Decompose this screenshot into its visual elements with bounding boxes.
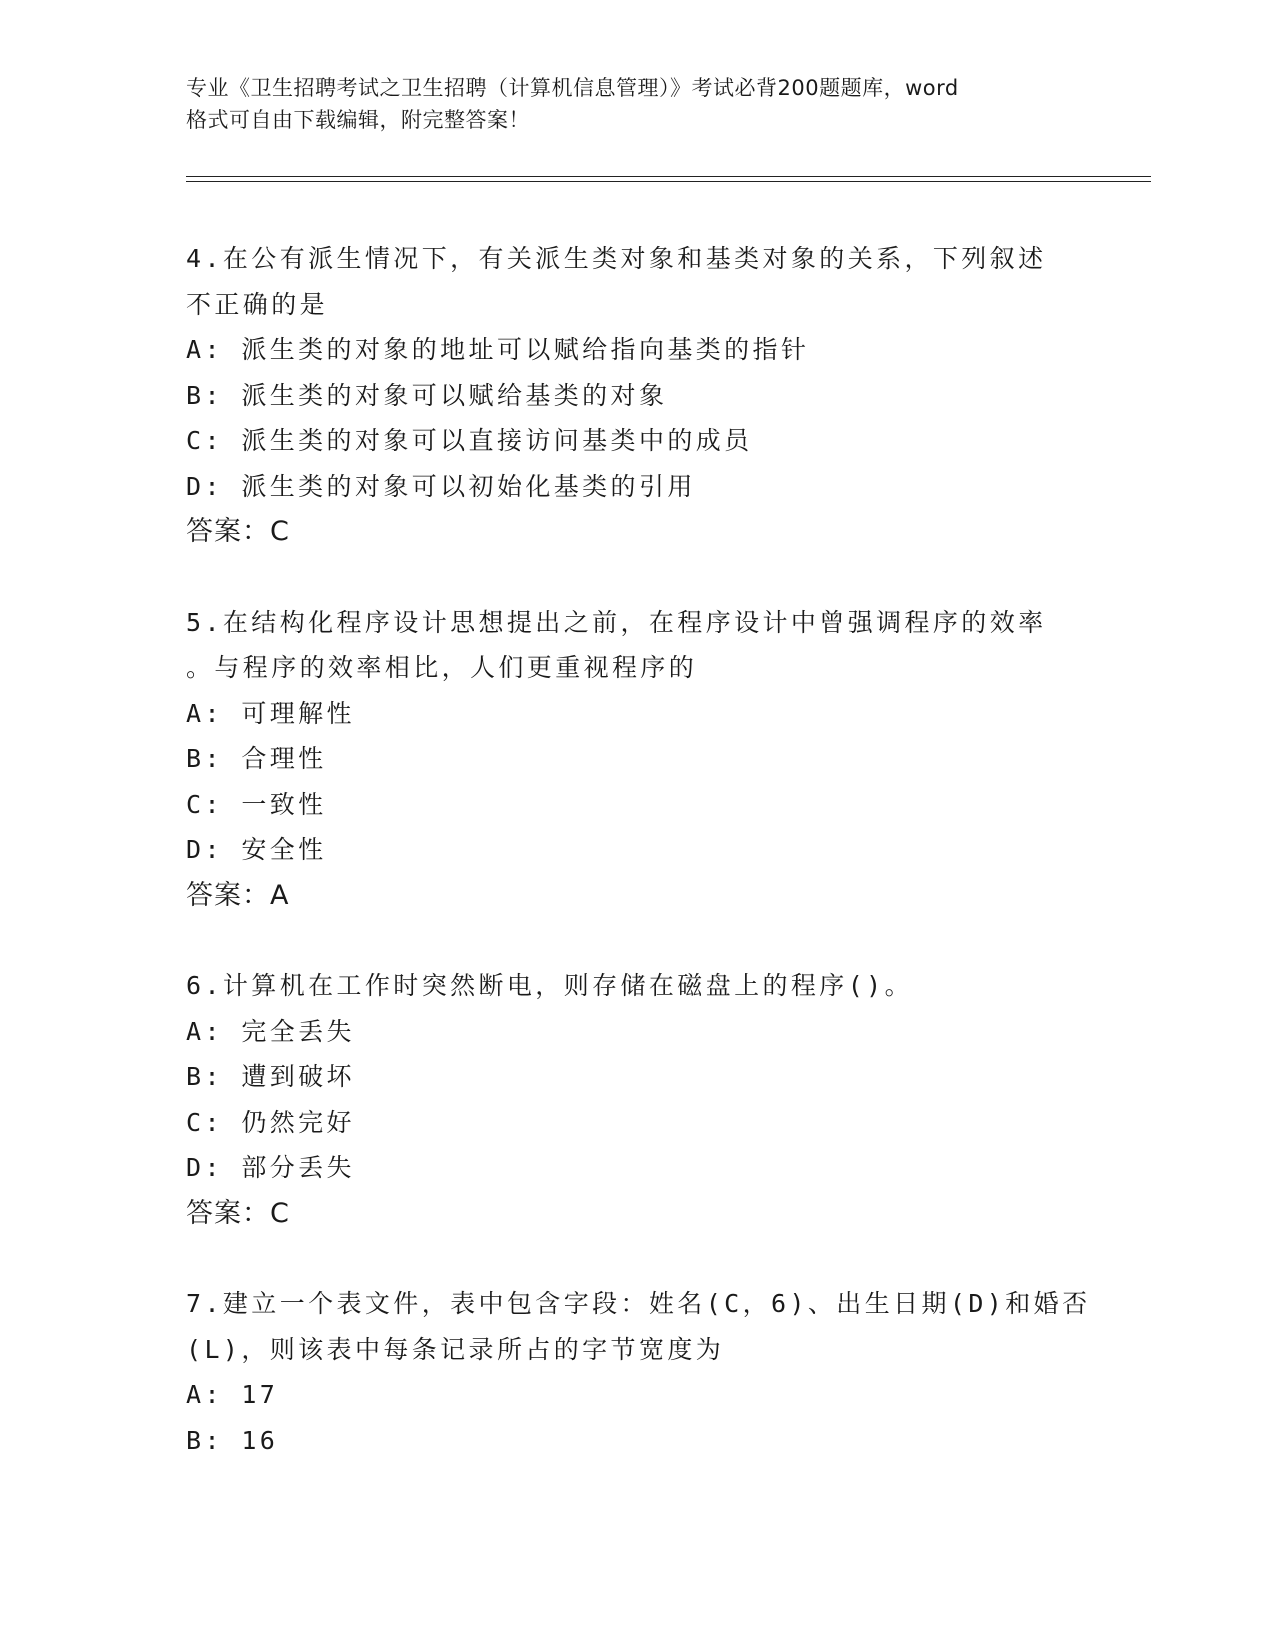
option-label: C: bbox=[186, 789, 223, 819]
question-stem-line: 6.计算机在工作时突然断电，则存储在磁盘上的程序()。 bbox=[186, 971, 914, 1000]
option-label: A: bbox=[186, 335, 223, 364]
question-6 bbox=[186, 963, 1086, 1236]
option-d bbox=[186, 1145, 1086, 1191]
option-label: A: bbox=[186, 698, 223, 728]
option-label: B: bbox=[186, 1425, 223, 1455]
option-text: 派生类的对象的地址可以赋给指向基类的指针 bbox=[241, 335, 810, 364]
header-line-1: 专业《卫生招聘考试之卫生招聘（计算机信息管理）》考试必背200题题库，word bbox=[186, 76, 959, 100]
option-text: 派生类的对象可以赋给基类的对象 bbox=[241, 380, 668, 410]
option-label: D: bbox=[186, 1153, 223, 1182]
option-b bbox=[186, 1418, 1086, 1464]
option-b bbox=[186, 736, 1086, 782]
option-c bbox=[186, 418, 1086, 464]
question-stem-line: 4.在公有派生情况下，有关派生类对象和基类对象的关系，下列叙述 bbox=[186, 244, 1047, 273]
option-d bbox=[186, 827, 1086, 873]
question-stem-line: (L)，则该表中每条记录所占的字节宽度为 bbox=[186, 1334, 725, 1364]
question-list bbox=[186, 236, 1091, 1508]
option-label: A: bbox=[186, 1380, 223, 1409]
question-stem-line: 不正确的是 bbox=[186, 289, 329, 319]
option-text: 合理性 bbox=[241, 744, 327, 773]
option-label: A: bbox=[186, 1016, 223, 1046]
option-b bbox=[186, 373, 1086, 419]
option-text: 17 bbox=[241, 1380, 279, 1409]
question-stem-line: 5.在结构化程序设计思想提出之前，在程序设计中曾强调程序的效率 bbox=[186, 607, 1047, 637]
question-stem-line: 7.建立一个表文件，表中包含字段：姓名(C，6)、出生日期(D)和婚否 bbox=[186, 1289, 1091, 1318]
option-c bbox=[186, 782, 1086, 828]
answer-line: 答案：C bbox=[186, 1197, 290, 1229]
option-a bbox=[186, 1009, 1086, 1055]
answer-line: 答案：A bbox=[186, 879, 290, 911]
option-text: 派生类的对象可以初始化基类的引用 bbox=[241, 471, 696, 501]
question-stem-line: 。与程序的效率相比，人们更重视程序的 bbox=[186, 653, 698, 682]
option-label: C: bbox=[186, 1107, 223, 1137]
option-label: D: bbox=[186, 471, 223, 501]
option-text: 完全丢失 bbox=[241, 1016, 355, 1046]
option-text: 部分丢失 bbox=[241, 1153, 355, 1182]
option-label: B: bbox=[186, 744, 223, 773]
option-text: 仍然完好 bbox=[241, 1107, 355, 1137]
option-text: 遭到破坏 bbox=[241, 1062, 355, 1091]
header-divider-top bbox=[186, 176, 1151, 177]
header-line-2: 格式可自由下载编辑，附完整答案！ bbox=[186, 108, 530, 132]
option-label: B: bbox=[186, 1062, 223, 1091]
header-divider-bottom bbox=[186, 181, 1151, 182]
question-4 bbox=[186, 236, 1086, 555]
option-text: 派生类的对象可以直接访问基类中的成员 bbox=[241, 426, 753, 455]
option-text: 一致性 bbox=[241, 789, 327, 819]
option-c bbox=[186, 1100, 1086, 1146]
option-label: C: bbox=[186, 426, 223, 455]
option-label: B: bbox=[186, 380, 223, 410]
question-7 bbox=[186, 1281, 1091, 1463]
option-a bbox=[186, 327, 1086, 373]
question-5 bbox=[186, 600, 1086, 919]
document-header bbox=[186, 72, 1086, 136]
option-text: 安全性 bbox=[241, 835, 327, 864]
option-d bbox=[186, 464, 1086, 510]
option-a bbox=[186, 691, 1086, 737]
option-text: 可理解性 bbox=[241, 698, 355, 728]
option-text: 16 bbox=[241, 1425, 279, 1455]
option-b bbox=[186, 1054, 1086, 1100]
answer-line: 答案：C bbox=[186, 516, 290, 547]
option-label: D: bbox=[186, 835, 223, 864]
option-a bbox=[186, 1372, 1086, 1418]
